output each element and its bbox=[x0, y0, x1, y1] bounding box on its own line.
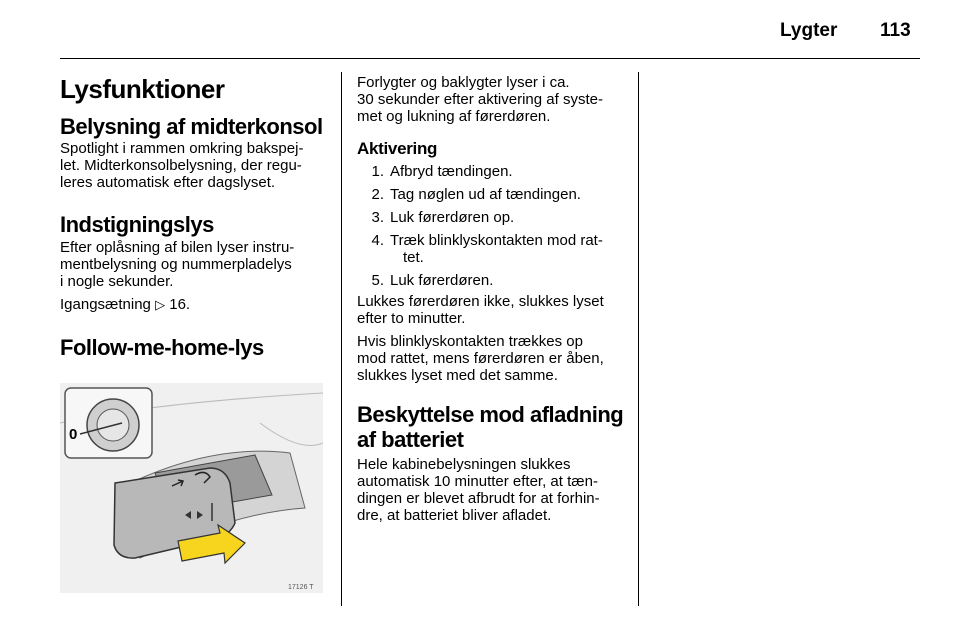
text-line: i nogle sekunder. bbox=[60, 273, 174, 290]
text-line: leres automatisk efter dagslyset. bbox=[60, 174, 276, 191]
text-line: slukkes lyset med det samme. bbox=[357, 367, 558, 384]
console-lighting-text bbox=[60, 140, 330, 191]
text-line: mentbelysning og nummerpladelys bbox=[60, 256, 292, 273]
step-number: 3. bbox=[371, 209, 384, 226]
step-text: Tag nøglen ud af tændingen. bbox=[390, 186, 581, 203]
text-line: mod rattet, mens førerdøren er åben, bbox=[357, 350, 604, 367]
step-item bbox=[357, 232, 627, 266]
left-column bbox=[60, 74, 330, 360]
startup-reference bbox=[60, 296, 330, 313]
text-line: Lukkes førerdøren ikke, slukkes lyset bbox=[357, 293, 604, 310]
column-divider-right bbox=[638, 72, 639, 606]
lever-illustration-svg bbox=[60, 383, 323, 593]
door-open-note bbox=[357, 293, 627, 327]
text-line: Forlygter og baklygter lyser i ca. bbox=[357, 74, 570, 91]
header-rule bbox=[60, 58, 920, 59]
text-line: 30 sekunder efter aktivering af syste- bbox=[357, 91, 603, 108]
right-column bbox=[357, 74, 627, 524]
text-line: Spotlight i rammen omkring bakspej- bbox=[60, 140, 304, 157]
reference-text: Igangsætning bbox=[60, 296, 151, 313]
step-item bbox=[357, 272, 627, 289]
text-line: Efter oplåsning af bilen lyser instru- bbox=[60, 239, 295, 256]
text-line: Hele kabinebelysningen slukkes bbox=[357, 456, 571, 473]
battery-protection-text bbox=[357, 456, 627, 524]
step-item bbox=[357, 186, 627, 203]
section-heading-console-lighting: Belysning af midterkonsol bbox=[60, 114, 323, 139]
image-code: 17126 T bbox=[288, 584, 314, 591]
reference-page[interactable]: 16. bbox=[169, 296, 191, 313]
running-header-title: Lygter bbox=[780, 20, 838, 41]
activation-steps bbox=[357, 163, 627, 289]
reference-arrow-icon: ▷ bbox=[155, 297, 166, 312]
activation-heading: Aktivering bbox=[357, 139, 438, 158]
step-text: Luk førerdøren. bbox=[390, 272, 494, 289]
step-item bbox=[357, 209, 627, 226]
text-line: efter to minutter. bbox=[357, 310, 466, 327]
step-item bbox=[357, 163, 627, 180]
text-line: met og lukning af førerdøren. bbox=[357, 108, 551, 125]
entry-lighting-text bbox=[60, 239, 330, 290]
step-text: Træk blinklyskontakten mod rat- bbox=[390, 232, 603, 249]
text-line: dre, at batteriet bliver afladet. bbox=[357, 507, 552, 524]
step-text: Luk førerdøren op. bbox=[390, 209, 515, 226]
column-divider-left bbox=[341, 72, 342, 606]
text-line: Hvis blinklyskontakten trækkes op bbox=[357, 333, 583, 350]
step-number: 2. bbox=[371, 186, 384, 203]
section-heading-entry-lighting: Indstigningslys bbox=[60, 212, 214, 237]
step-text: tet. bbox=[403, 249, 424, 266]
turn-signal-lever-illustration bbox=[60, 383, 323, 593]
chapter-heading: Lysfunktioner bbox=[60, 74, 225, 104]
text-line: automatisk 10 minutter efter, at tæn- bbox=[357, 473, 598, 490]
step-number: 5. bbox=[371, 272, 384, 289]
cancel-note bbox=[357, 333, 627, 384]
page-number: 113 bbox=[880, 20, 911, 41]
step-text: Afbryd tændingen. bbox=[390, 163, 513, 180]
step-number: 1. bbox=[371, 163, 384, 180]
follow-me-home-intro bbox=[357, 74, 627, 125]
heading-line: Beskyttelse mod afladning bbox=[357, 402, 624, 427]
heading-line: af batteriet bbox=[357, 427, 464, 452]
switch-position-label: 0 bbox=[69, 426, 78, 443]
section-heading-follow-me-home: Follow-me-home-lys bbox=[60, 335, 264, 360]
step-number: 4. bbox=[371, 232, 384, 249]
text-line: let. Midterkonsolbelysning, der regu- bbox=[60, 157, 302, 174]
section-heading-battery-protection bbox=[357, 402, 627, 452]
text-line: dingen er blevet afbrudt for at forhin- bbox=[357, 490, 600, 507]
